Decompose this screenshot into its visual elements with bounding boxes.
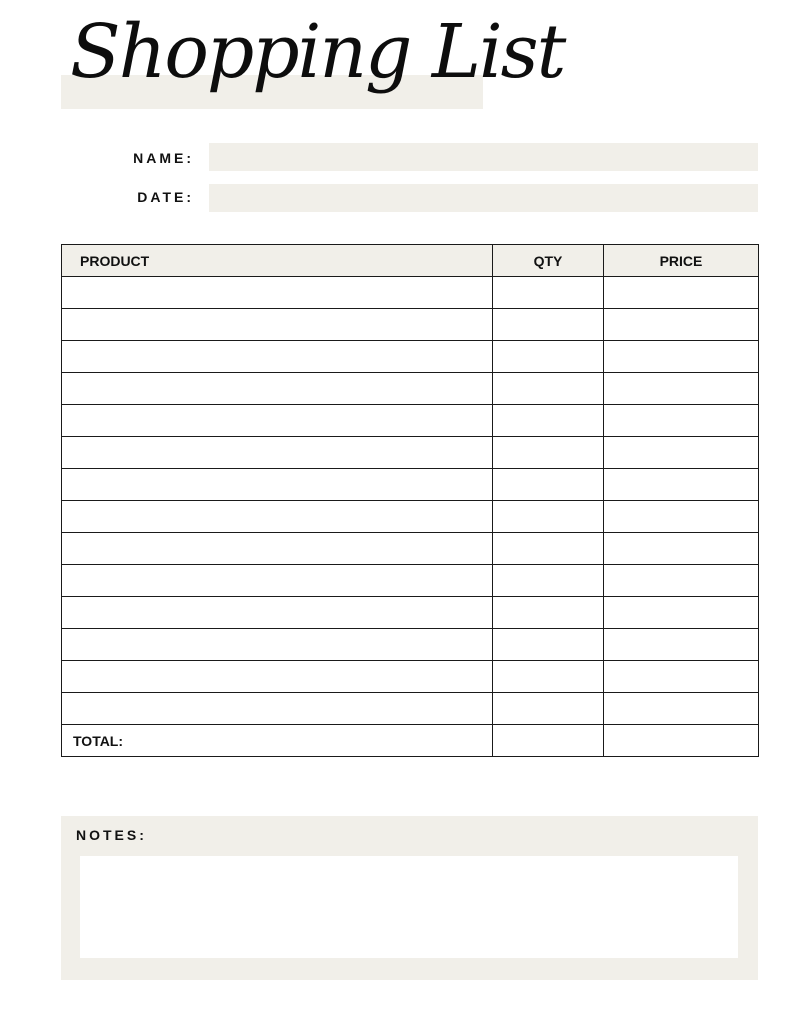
qty-cell[interactable] [493,405,604,437]
product-cell[interactable] [62,597,493,629]
price-cell[interactable] [604,597,759,629]
table-header-row [62,245,759,277]
product-cell[interactable] [62,341,493,373]
date-field[interactable] [209,184,758,212]
notes-section [61,816,758,980]
qty-cell[interactable] [493,565,604,597]
name-label: NAME: [133,150,194,166]
header-price: PRICE [604,245,759,277]
price-cell[interactable] [604,629,759,661]
total-row [62,725,759,757]
qty-cell[interactable] [493,437,604,469]
product-cell[interactable] [62,533,493,565]
qty-cell[interactable] [493,629,604,661]
price-cell[interactable] [604,405,759,437]
price-cell[interactable] [604,309,759,341]
product-cell[interactable] [62,629,493,661]
table-row [62,405,759,437]
product-cell[interactable] [62,405,493,437]
product-cell[interactable] [62,309,493,341]
qty-cell[interactable] [493,373,604,405]
date-label: DATE: [137,189,194,205]
qty-cell[interactable] [493,661,604,693]
price-cell[interactable] [604,277,759,309]
total-label: TOTAL: [62,725,493,757]
table-row [62,469,759,501]
header-qty: QTY [493,245,604,277]
notes-area[interactable] [80,856,738,958]
qty-cell[interactable] [493,597,604,629]
total-price-cell[interactable] [604,725,759,757]
price-cell[interactable] [604,565,759,597]
price-cell[interactable] [604,373,759,405]
table-row [62,309,759,341]
product-cell[interactable] [62,565,493,597]
table-row [62,565,759,597]
product-cell[interactable] [62,501,493,533]
page-title: Shopping List [70,9,565,95]
name-field[interactable] [209,143,758,171]
table-row [62,341,759,373]
total-qty-cell[interactable] [493,725,604,757]
qty-cell[interactable] [493,693,604,725]
qty-cell[interactable] [493,533,604,565]
table-row [62,437,759,469]
product-cell[interactable] [62,437,493,469]
price-cell[interactable] [604,437,759,469]
qty-cell[interactable] [493,309,604,341]
product-cell[interactable] [62,277,493,309]
price-cell[interactable] [604,501,759,533]
table-row [62,277,759,309]
product-cell[interactable] [62,693,493,725]
price-cell[interactable] [604,469,759,501]
table-row [62,661,759,693]
header-product: PRODUCT [62,245,493,277]
shopping-table [61,244,759,757]
price-cell[interactable] [604,661,759,693]
table-row [62,629,759,661]
price-cell[interactable] [604,533,759,565]
table-body [62,277,759,725]
qty-cell[interactable] [493,277,604,309]
product-cell[interactable] [62,373,493,405]
notes-label: NOTES: [76,827,147,843]
qty-cell[interactable] [493,341,604,373]
table-row [62,501,759,533]
qty-cell[interactable] [493,469,604,501]
table-row [62,533,759,565]
price-cell[interactable] [604,341,759,373]
qty-cell[interactable] [493,501,604,533]
table-row [62,373,759,405]
product-cell[interactable] [62,469,493,501]
product-cell[interactable] [62,661,493,693]
table-row [62,693,759,725]
price-cell[interactable] [604,693,759,725]
table-row [62,597,759,629]
